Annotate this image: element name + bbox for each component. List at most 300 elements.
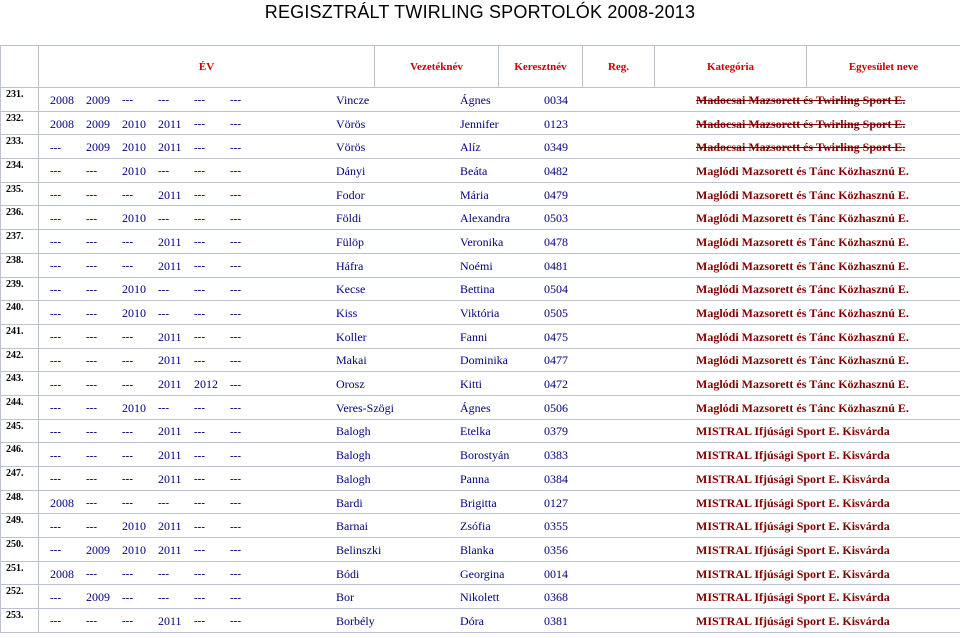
reg-number: 0355 [544, 519, 568, 534]
year-cell: 2011 [158, 448, 182, 463]
first-name: Dóra [460, 613, 484, 628]
year-cell: --- [50, 189, 61, 202]
row-data [39, 253, 960, 277]
last-name: Bor [336, 590, 354, 605]
first-name: Jennifer [460, 116, 499, 131]
reg-number: 0482 [544, 163, 568, 178]
row-number: 236. [1, 206, 39, 230]
year-cell: --- [50, 402, 61, 415]
last-name: Földi [336, 211, 362, 226]
year-cell: --- [158, 94, 169, 107]
club-name: Maglódi Mazsorett és Tánc Közhasznú E. [696, 234, 909, 249]
year-cell: 2008 [50, 92, 74, 107]
club-name: MISTRAL Ifjúsági Sport E. Kisvárda [696, 448, 890, 463]
last-name: Belinszki [336, 542, 382, 557]
reg-number: 0127 [544, 495, 568, 510]
header-last-name: Vezetéknév [375, 46, 499, 88]
year-cell: --- [86, 354, 97, 367]
first-name: Ágnes [460, 400, 491, 415]
year-cell: --- [158, 568, 169, 581]
reg-number: 0383 [544, 448, 568, 463]
first-name: Borostyán [460, 448, 510, 463]
row-data [39, 443, 960, 467]
row-data [39, 277, 960, 301]
reg-number: 0475 [544, 329, 568, 344]
club-name: Maglódi Mazsorett és Tánc Közhasznú E. [696, 211, 909, 226]
reg-number: 0479 [544, 187, 568, 202]
year-cell: --- [158, 212, 169, 225]
row-number: 246. [1, 443, 39, 467]
club-name: MISTRAL Ifjúsági Sport E. Kisvárda [696, 495, 890, 510]
year-cell: --- [86, 331, 97, 344]
year-cell: 2009 [86, 140, 110, 155]
year-cell: 2008 [50, 566, 74, 581]
year-cell: --- [158, 591, 169, 604]
reg-number: 0505 [544, 306, 568, 321]
year-cell: --- [122, 497, 133, 510]
year-cell: --- [50, 307, 61, 320]
table-row [1, 182, 960, 206]
year-cell: --- [194, 118, 205, 131]
year-cell: --- [230, 331, 241, 344]
club-name: Maglódi Mazsorett és Tánc Közhasznú E. [696, 400, 909, 415]
club-name: Maglódi Mazsorett és Tánc Közhasznú E. [696, 306, 909, 321]
row-data [39, 538, 960, 562]
reg-number: 0368 [544, 590, 568, 605]
year-cell: --- [230, 94, 241, 107]
year-cell: --- [122, 260, 133, 273]
last-name: Orosz [336, 377, 365, 392]
year-cell: --- [122, 425, 133, 438]
row-data [39, 111, 960, 135]
row-data [39, 230, 960, 254]
row-number: 233. [1, 135, 39, 159]
year-cell: 2011 [158, 613, 182, 628]
row-data [39, 348, 960, 372]
club-name: MISTRAL Ifjúsági Sport E. Kisvárda [696, 613, 890, 628]
year-cell: --- [230, 591, 241, 604]
last-name: Makai [336, 353, 367, 368]
year-cell: --- [194, 212, 205, 225]
row-data [39, 159, 960, 183]
club-name: Maglódi Mazsorett és Tánc Közhasznú E. [696, 329, 909, 344]
reg-number: 0349 [544, 140, 568, 155]
first-name: Etelka [460, 424, 491, 439]
year-cell: --- [194, 236, 205, 249]
header-category: Kategória [655, 46, 807, 88]
year-cell: --- [122, 378, 133, 391]
reg-number: 0503 [544, 211, 568, 226]
year-cell: 2009 [86, 116, 110, 131]
table-row [1, 277, 960, 301]
year-cell: --- [50, 544, 61, 557]
club-name: MISTRAL Ifjúsági Sport E. Kisvárda [696, 542, 890, 557]
row-number: 239. [1, 277, 39, 301]
row-data [39, 514, 960, 538]
year-cell: --- [86, 260, 97, 273]
year-cell: --- [86, 568, 97, 581]
first-name: Alexandra [460, 211, 510, 226]
club-name: Madocsai Mazsorett és Twirling Sport E. [696, 116, 906, 131]
year-cell: --- [230, 520, 241, 533]
year-cell: 2009 [86, 542, 110, 557]
table-row [1, 230, 960, 254]
year-cell: --- [194, 544, 205, 557]
year-cell: --- [194, 520, 205, 533]
year-cell: --- [194, 94, 205, 107]
last-name: Koller [336, 329, 367, 344]
year-cell: 2012 [194, 377, 218, 392]
reg-number: 0478 [544, 234, 568, 249]
first-name: Panna [460, 471, 490, 486]
year-cell: --- [50, 591, 61, 604]
row-number: 234. [1, 159, 39, 183]
header-year: ÉV [39, 46, 375, 88]
year-cell: --- [50, 449, 61, 462]
year-cell: --- [230, 544, 241, 557]
header-num [1, 46, 39, 88]
club-name: Maglódi Mazsorett és Tánc Közhasznú E. [696, 353, 909, 368]
reg-number: 0014 [544, 566, 568, 581]
table-row [1, 324, 960, 348]
year-cell: 2010 [122, 116, 146, 131]
year-cell: --- [86, 615, 97, 628]
last-name: Kiss [336, 306, 358, 321]
club-name: Maglódi Mazsorett és Tánc Közhasznú E. [696, 282, 909, 297]
reg-number: 0123 [544, 116, 568, 131]
year-cell: --- [230, 354, 241, 367]
row-data [39, 182, 960, 206]
last-name: Vörös [336, 140, 366, 155]
row-number: 249. [1, 514, 39, 538]
athletes-table [0, 45, 960, 633]
year-cell: --- [122, 568, 133, 581]
table-row [1, 467, 960, 491]
last-name: Bardi [336, 495, 363, 510]
first-name: Bettina [460, 282, 495, 297]
year-cell: 2011 [158, 377, 182, 392]
club-name: MISTRAL Ifjúsági Sport E. Kisvárda [696, 471, 890, 486]
reg-number: 0034 [544, 92, 568, 107]
row-number: 250. [1, 538, 39, 562]
row-data [39, 324, 960, 348]
last-name: Dányi [336, 163, 366, 178]
year-cell: --- [194, 331, 205, 344]
last-name: Balogh [336, 448, 371, 463]
year-cell: --- [194, 354, 205, 367]
year-cell: --- [194, 568, 205, 581]
row-number: 248. [1, 490, 39, 514]
first-name: Viktória [460, 306, 500, 321]
first-name: Noémi [460, 258, 493, 273]
reg-number: 0356 [544, 542, 568, 557]
table-row [1, 301, 960, 325]
year-cell: --- [86, 449, 97, 462]
table-row [1, 159, 960, 183]
row-number: 253. [1, 609, 39, 633]
reg-number: 0481 [544, 258, 568, 273]
year-cell: --- [122, 331, 133, 344]
club-name: MISTRAL Ifjúsági Sport E. Kisvárda [696, 519, 890, 534]
first-name: Beáta [460, 163, 488, 178]
table-row [1, 88, 960, 112]
first-name: Zsófia [460, 519, 491, 534]
row-data [39, 372, 960, 396]
year-cell: --- [50, 236, 61, 249]
year-cell: --- [230, 260, 241, 273]
year-cell: 2010 [122, 163, 146, 178]
last-name: Fülöp [336, 234, 365, 249]
year-cell: --- [158, 165, 169, 178]
year-cell: --- [122, 615, 133, 628]
year-cell: --- [86, 165, 97, 178]
year-cell: --- [50, 260, 61, 273]
row-number: 251. [1, 561, 39, 585]
first-name: Kitti [460, 377, 483, 392]
year-cell: --- [50, 615, 61, 628]
year-cell: --- [50, 354, 61, 367]
year-cell: 2010 [122, 211, 146, 226]
first-name: Alíz [460, 140, 481, 155]
year-cell: --- [86, 378, 97, 391]
first-name: Mária [460, 187, 489, 202]
table-row [1, 253, 960, 277]
year-cell: --- [230, 568, 241, 581]
year-cell: --- [122, 449, 133, 462]
reg-number: 0379 [544, 424, 568, 439]
table-row [1, 348, 960, 372]
row-number: 243. [1, 372, 39, 396]
year-cell: 2009 [86, 590, 110, 605]
row-data [39, 395, 960, 419]
row-data [39, 419, 960, 443]
club-name: MISTRAL Ifjúsági Sport E. Kisvárda [696, 590, 890, 605]
year-cell: --- [194, 425, 205, 438]
last-name: Balogh [336, 471, 371, 486]
year-cell: --- [86, 236, 97, 249]
club-name: Maglódi Mazsorett és Tánc Közhasznú E. [696, 377, 909, 392]
year-cell: 2011 [158, 471, 182, 486]
year-cell: 2011 [158, 258, 182, 273]
club-name: MISTRAL Ifjúsági Sport E. Kisvárda [696, 424, 890, 439]
year-cell: --- [86, 425, 97, 438]
table-row [1, 372, 960, 396]
year-cell: --- [50, 331, 61, 344]
row-number: 245. [1, 419, 39, 443]
year-cell: --- [230, 307, 241, 320]
row-data [39, 609, 960, 633]
row-data [39, 561, 960, 585]
table-row [1, 609, 960, 633]
row-number: 238. [1, 253, 39, 277]
first-name: Dominika [460, 353, 508, 368]
year-cell: --- [194, 449, 205, 462]
first-name: Brigitta [460, 495, 497, 510]
table-row [1, 585, 960, 609]
club-name: Maglódi Mazsorett és Tánc Közhasznú E. [696, 258, 909, 273]
year-cell: 2010 [122, 400, 146, 415]
year-cell: --- [194, 591, 205, 604]
row-data [39, 490, 960, 514]
year-cell: --- [50, 141, 61, 154]
first-name: Fanni [460, 329, 488, 344]
first-name: Nikolett [460, 590, 500, 605]
year-cell: --- [194, 402, 205, 415]
year-cell: --- [50, 473, 61, 486]
club-name: MISTRAL Ifjúsági Sport E. Kisvárda [696, 566, 890, 581]
table-row [1, 395, 960, 419]
header-first-name: Keresztnév [499, 46, 583, 88]
row-number: 241. [1, 324, 39, 348]
row-number: 252. [1, 585, 39, 609]
year-cell: --- [86, 497, 97, 510]
table-row [1, 443, 960, 467]
table-row [1, 561, 960, 585]
year-cell: 2011 [158, 187, 182, 202]
year-cell: --- [230, 212, 241, 225]
year-cell: --- [50, 378, 61, 391]
first-name: Veronika [460, 234, 504, 249]
first-name: Blanka [460, 542, 494, 557]
year-cell: --- [86, 307, 97, 320]
reg-number: 0477 [544, 353, 568, 368]
year-cell: --- [230, 283, 241, 296]
year-cell: 2010 [122, 519, 146, 534]
header-club: Egyesület neve [807, 46, 960, 88]
year-cell: --- [230, 425, 241, 438]
table-row [1, 538, 960, 562]
club-name: Madocsai Mazsorett és Twirling Sport E. [696, 140, 906, 155]
year-cell: --- [122, 354, 133, 367]
row-number: 237. [1, 230, 39, 254]
reg-number: 0506 [544, 400, 568, 415]
year-cell: 2010 [122, 306, 146, 321]
year-cell: 2011 [158, 542, 182, 557]
club-name: Madocsai Mazsorett és Twirling Sport E. [696, 92, 906, 107]
row-number: 235. [1, 182, 39, 206]
year-cell: --- [86, 283, 97, 296]
year-cell: --- [158, 402, 169, 415]
reg-number: 0384 [544, 471, 568, 486]
year-cell: 2008 [50, 495, 74, 510]
row-data [39, 301, 960, 325]
year-cell: --- [230, 236, 241, 249]
year-cell: --- [230, 165, 241, 178]
row-data [39, 88, 960, 112]
year-cell: --- [50, 212, 61, 225]
year-cell: --- [50, 283, 61, 296]
row-number: 247. [1, 467, 39, 491]
year-cell: 2011 [158, 424, 182, 439]
last-name: Vörös [336, 116, 366, 131]
table-header-row [1, 46, 960, 88]
year-cell: --- [194, 307, 205, 320]
year-cell: 2011 [158, 519, 182, 534]
year-cell: 2011 [158, 234, 182, 249]
year-cell: --- [158, 307, 169, 320]
year-cell: --- [230, 118, 241, 131]
year-cell: --- [86, 402, 97, 415]
year-cell: 2010 [122, 542, 146, 557]
club-name: Maglódi Mazsorett és Tánc Közhasznú E. [696, 187, 909, 202]
last-name: Háfra [336, 258, 364, 273]
table-row [1, 419, 960, 443]
year-cell: --- [122, 94, 133, 107]
year-cell: --- [158, 283, 169, 296]
last-name: Balogh [336, 424, 371, 439]
row-data [39, 467, 960, 491]
last-name: Kecse [336, 282, 366, 297]
year-cell: --- [194, 473, 205, 486]
last-name: Barnai [336, 519, 368, 534]
year-cell: --- [230, 402, 241, 415]
year-cell: 2010 [122, 282, 146, 297]
club-name: Maglódi Mazsorett és Tánc Közhasznú E. [696, 163, 909, 178]
year-cell: --- [230, 473, 241, 486]
year-cell: --- [122, 236, 133, 249]
year-cell: --- [230, 449, 241, 462]
reg-number: 0504 [544, 282, 568, 297]
year-cell: --- [194, 497, 205, 510]
last-name: Vincze [336, 92, 370, 107]
year-cell: 2008 [50, 116, 74, 131]
year-cell: 2009 [86, 92, 110, 107]
reg-number: 0472 [544, 377, 568, 392]
last-name: Veres-Szögi [336, 400, 394, 415]
year-cell: 2011 [158, 353, 182, 368]
first-name: Ágnes [460, 92, 491, 107]
year-cell: --- [194, 165, 205, 178]
year-cell: --- [50, 520, 61, 533]
year-cell: --- [122, 189, 133, 202]
last-name: Fodor [336, 187, 365, 202]
year-cell: --- [50, 425, 61, 438]
year-cell: --- [194, 283, 205, 296]
year-cell: --- [194, 141, 205, 154]
year-cell: --- [86, 212, 97, 225]
year-cell: 2011 [158, 329, 182, 344]
last-name: Borbély [336, 613, 375, 628]
table-row [1, 514, 960, 538]
page-title: REGISZTRÁLT TWIRLING SPORTOLÓK 2008-2013 [264, 2, 696, 22]
year-cell: --- [86, 189, 97, 202]
year-cell: --- [230, 497, 241, 510]
table-row [1, 111, 960, 135]
year-cell: 2010 [122, 140, 146, 155]
row-number: 232. [1, 111, 39, 135]
year-cell: --- [194, 615, 205, 628]
year-cell: --- [122, 473, 133, 486]
row-data [39, 135, 960, 159]
year-cell: --- [86, 473, 97, 486]
row-data [39, 585, 960, 609]
year-cell: --- [194, 189, 205, 202]
athletes-table-body [1, 46, 960, 633]
year-cell: --- [230, 141, 241, 154]
row-number: 244. [1, 395, 39, 419]
year-cell: --- [86, 520, 97, 533]
table-row [1, 135, 960, 159]
year-cell: --- [230, 615, 241, 628]
table-row [1, 206, 960, 230]
row-data [39, 206, 960, 230]
year-cell: --- [230, 189, 241, 202]
header-reg: Reg. [583, 46, 655, 88]
row-number: 242. [1, 348, 39, 372]
year-cell: 2011 [158, 140, 182, 155]
year-cell: --- [230, 378, 241, 391]
year-cell: --- [50, 165, 61, 178]
